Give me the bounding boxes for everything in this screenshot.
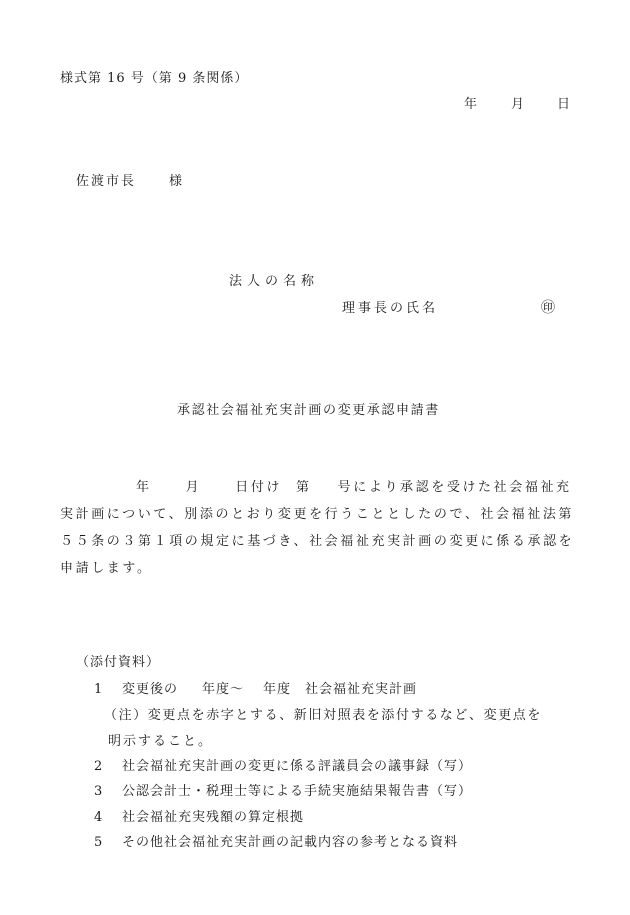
- attachment-item-4-num: 4: [94, 810, 103, 825]
- attachments-heading: （添付資料）: [76, 655, 161, 670]
- seal-mark: ㊞: [541, 300, 555, 316]
- attachment-note-line-1: （注）変更点を赤字とする、新旧対照表を添付するなど、変更点を: [104, 708, 543, 723]
- corp-name-label: 法人の名称: [229, 274, 320, 289]
- document-title: 承認社会福祉充実計画の変更承認申請書: [177, 403, 440, 418]
- body-line-1-rest: 号により承認を受けた社会福祉充: [337, 480, 572, 495]
- body-line-3: ５５条の３第１項の規定に基づき、社会福祉充実計画の変更に係る承認を: [60, 534, 575, 549]
- attachment-item-4-text: 社会福祉充実残額の算定根拠: [122, 810, 305, 825]
- attachment-item-1-post: 年度 社会福祉充実計画: [263, 682, 418, 697]
- attachment-item-5-text: その他社会福祉充実計画の記載内容の参考となる資料: [122, 835, 459, 850]
- chair-name-label: 理事長の氏名: [342, 301, 439, 316]
- attachment-item-1-num: 1: [94, 682, 103, 697]
- body-year: 年: [136, 480, 152, 495]
- body-month: 月: [185, 480, 202, 495]
- attachment-item-3-num: 3: [94, 784, 103, 799]
- addressee-honorific: 様: [169, 174, 183, 189]
- body-line-1: [60, 474, 580, 501]
- attachment-item-3-text: 公認会計士・税理士等による手続実施結果報告書（写）: [122, 784, 473, 799]
- attachment-item-1-pre: 変更後の: [122, 682, 179, 697]
- body-line-2: 実計画について、別添のとおり変更を行うこととしたので、社会福祉法第: [60, 507, 575, 522]
- attachment-note-line-2: 明示すること。: [108, 734, 214, 749]
- body-day: 日付け: [235, 480, 283, 495]
- addressee-name: 佐渡市長: [76, 174, 137, 189]
- attachment-item-2-text: 社会福祉充実計画の変更に係る評議員会の議事録（写）: [122, 759, 473, 774]
- attachment-item-5-num: 5: [94, 835, 103, 850]
- date-year: 年: [464, 97, 478, 112]
- form-label: 様式第 16 号（第 9 条関係）: [60, 71, 249, 86]
- body-line-4: 申請します。: [60, 561, 153, 576]
- attachment-item-2-num: 2: [94, 759, 103, 774]
- body-number-prefix: 第: [296, 480, 312, 495]
- date-day: 日: [557, 97, 571, 112]
- date-month: 月: [511, 97, 525, 112]
- attachment-item-1-mid: 年度～: [202, 682, 245, 697]
- body-paragraph: [60, 474, 580, 582]
